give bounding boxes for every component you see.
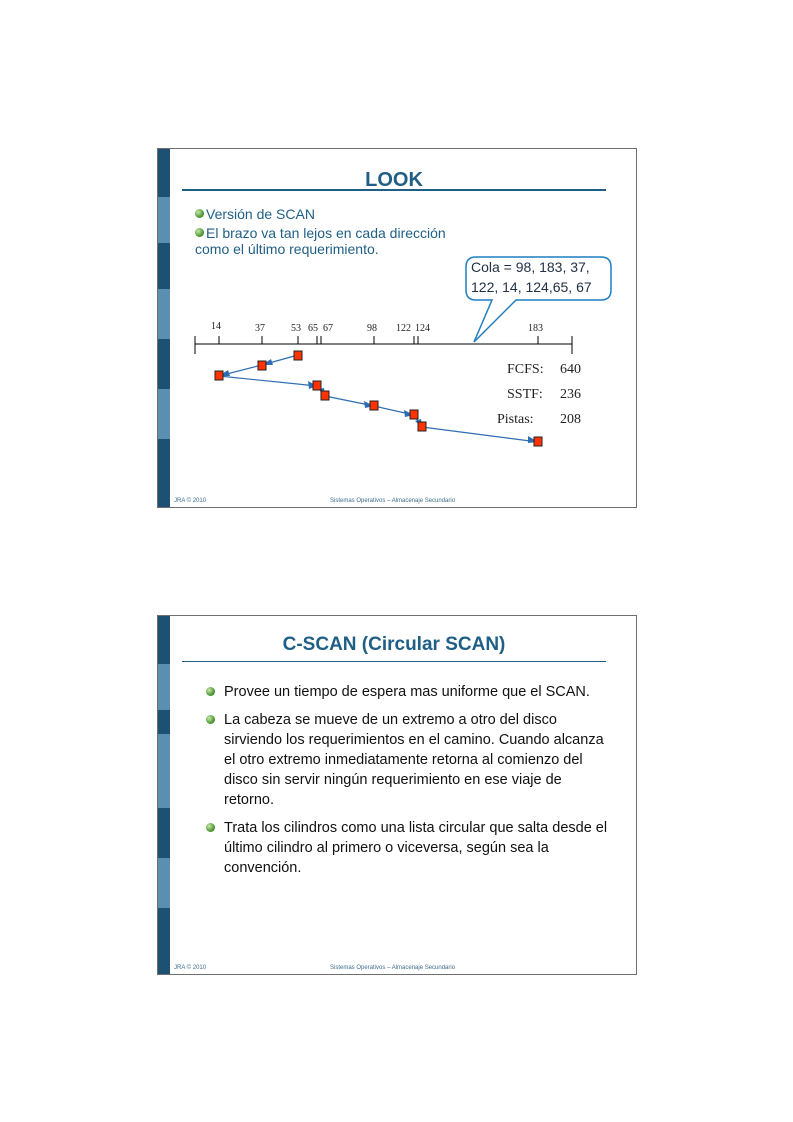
title-underline [182, 661, 606, 662]
tick-label: 37 [255, 323, 265, 334]
stat-value-fcfs: 640 [560, 362, 581, 377]
head-path [219, 355, 538, 442]
stat-label-fcfs: FCFS: [507, 362, 544, 377]
tick-label: 124 [415, 323, 430, 334]
tick-label: 183 [528, 323, 543, 334]
request-marker [534, 437, 542, 446]
stat-value-sstf: 236 [560, 387, 581, 402]
request-marker [258, 361, 266, 370]
request-marker [370, 401, 378, 410]
bullet-icon [206, 687, 215, 696]
slide-look [157, 148, 637, 508]
stat-label-sstf: SSTF: [507, 387, 543, 402]
bullet-continuation: como el último requerimiento. [195, 241, 379, 257]
slide-sidebar [158, 616, 170, 974]
stat-value-pistas: 208 [560, 412, 581, 427]
bullet-icon [206, 823, 215, 832]
request-markers [215, 351, 542, 446]
stat-label-pistas: Pistas: [497, 412, 534, 427]
footer-copyright: JRA © 2010 [174, 965, 207, 971]
slide-title: LOOK [365, 169, 423, 191]
request-marker [313, 381, 321, 390]
bullet-item: Trata los cilindros como una lista circular que salta desde el último cilindro al primero o viceversa, según sea la convención. [224, 818, 614, 878]
footer-copyright: JRA © 2010 [174, 498, 207, 504]
request-marker [410, 410, 418, 419]
bullet-item: La cabeza se mueve de un extremo a otro del disco sirviendo los requerimientos en el camino. Cuando alcanza el otro extremo inmediatamente retorna al comienzo del disco sin servir ningún requerimiento en ese viaje de retorno. [224, 710, 614, 810]
tick-label: 53 [291, 323, 301, 334]
bullet-icon [206, 715, 215, 724]
tick-label: 14 [211, 321, 221, 332]
request-marker [321, 391, 329, 400]
callout-text: Cola = 98, 183, 37, 122, 14, 124,65, 67 [471, 259, 592, 295]
request-marker [215, 371, 223, 380]
slide-cscan [157, 615, 637, 975]
tick-label: 98 [367, 323, 377, 334]
request-marker [418, 422, 426, 431]
tick-label: 122 [396, 323, 411, 334]
footer-course: Sistemas Operativos – Almacenaje Secundario [330, 965, 456, 971]
bullet-item: Provee un tiempo de espera mas uniforme que el SCAN. [224, 682, 614, 702]
axis-ticks [219, 336, 538, 344]
bullet-list [224, 682, 614, 886]
bullet-item: El brazo va tan lejos en cada dirección [206, 225, 446, 241]
request-marker [294, 351, 302, 360]
tick-label: 67 [323, 323, 333, 334]
footer-course: Sistemas Operativos – Almacenaje Secundario [330, 498, 456, 504]
look-diagram [158, 149, 636, 507]
slide-title: C-SCAN (Circular SCAN) [282, 634, 506, 655]
tick-label: 65 [308, 323, 318, 334]
bullet-item: Versión de SCAN [206, 206, 315, 222]
